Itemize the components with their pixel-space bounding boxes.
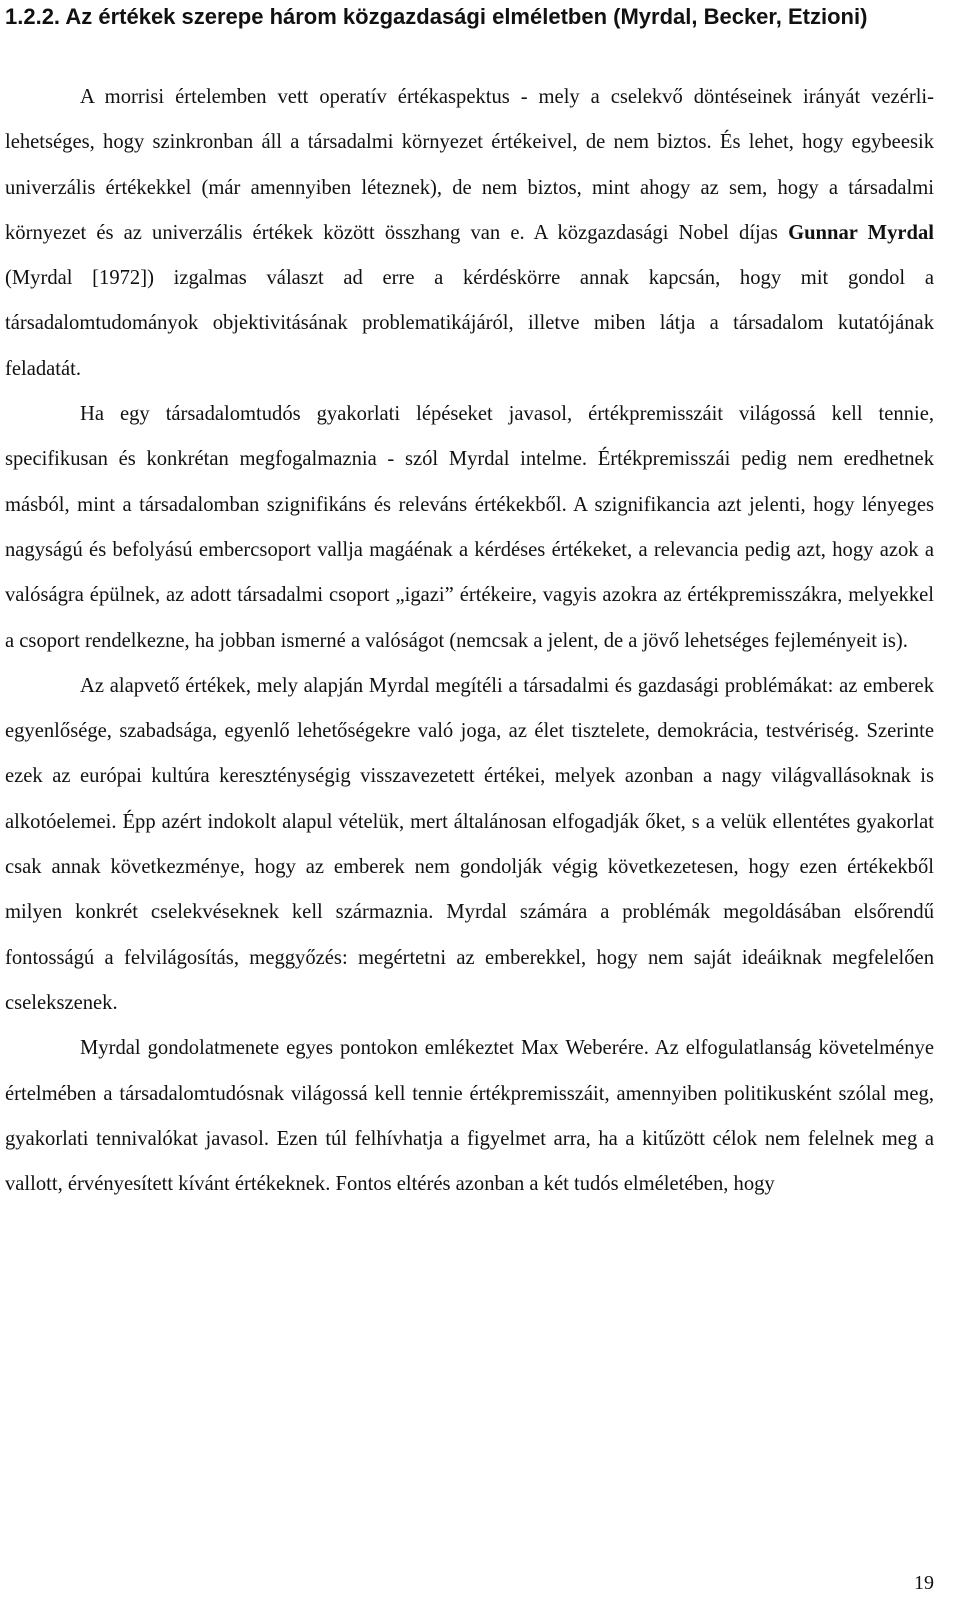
paragraph-1-text-b: (Myrdal [1972]) izgalmas választ ad erre a kérdéskörre annak kapcsán, hogy mit gondol a társadalomtudományok objektivitásának problematikájáról, illetve miben látja a társadalom kutatójának feladatát.	[5, 267, 934, 380]
section-number: 1.2.2.	[5, 4, 61, 29]
paragraph-2: Ha egy társadalomtudós gyakorlati lépéseket javasol, értékpremisszáit világossá kell tennie, specifikusan és konkrétan megfogalmaznia - szól Myrdal intelme. Értékpremisszái pedig nem eredhetnek másból, mint a társadalomban szignifikáns és releváns értékekből. A szignifikancia azt jelenti, hogy lényeges nagyságú és befolyású embercsoport vallja magáénak a kérdéses értékeket, a relevancia pedig azt, hogy azok a valóságra épülnek, az adott társadalmi csoport „igazi” értékeire, vagyis azokra az értékpremisszákra, melyekkel a csoport rendelkezne, ha jobban ismerné a valóságot (nemcsak a jelent, de a jövő lehetséges fejleményeit is).	[5, 403, 934, 652]
paragraph-3: Az alapvető értékek, mely alapján Myrdal megítéli a társadalmi és gazdasági problémákat: az emberek egyenlősége, szabadsága, egyenlő lehetőségekre való joga, az élet tisztelete, demokrácia, testvériség. Szerinte ezek az európai kultúra kereszténységig visszavezetett értékei, melyek azonban a nagy világvallásoknak is alkotóelemei. Épp azért indokolt alapul vételük, mert általánosan elfogadják őket, s a velük ellentétes gyakorlat csak annak következménye, hogy az emberek nem gondolják végig következetesen, hogy ezen értékekből milyen konkrét cselekvéseknek kell származnia. Myrdal számára a problémák megoldásában elsőrendű fontosságú a felvilágosítás, meggyőzés: megértetni az emberekkel, hogy nem saját ideáiknak megfelelően cselekszenek.	[5, 674, 934, 1014]
section-title: Az értékek szerepe három közgazdasági elméletben (Myrdal, Becker, Etzioni)	[65, 4, 868, 29]
section-heading	[5, 2, 934, 32]
paragraph-1	[5, 75, 934, 392]
page-number: 19	[914, 1572, 934, 1594]
paragraph-1-text-a: A morrisi értelemben vett operatív értékaspektus - mely a cselekvő döntéseinek irányát vezérli- lehetséges, hogy szinkronban áll a társadalmi környezet értékeivel, de nem biztos. És lehet, hogy egybeesik univerzális értékekkel (már amennyiben léteznek), de nem biztos, mint ahogy az sem, hogy a társadalmi környezet és az univerzális értékek között összhang van e. A közgazdasági Nobel díjas	[5, 86, 934, 244]
author-name-bold: Gunnar Myrdal	[788, 221, 934, 244]
paragraph-4: Myrdal gondolatmenete egyes pontokon emlékeztet Max Weberére. Az elfogulatlanság követelménye értelmében a társadalomtudósnak világossá kell tennie értékpremisszáit, amennyiben politikusként szólal meg, gyakorlati tennivalókat javasol. Ezen túl felhívhatja a figyelmet arra, ha a kitűzött célok nem felelnek meg a vallott, érvényesített kívánt értékeknek. Fontos eltérés azonban a két tudós elméletében, hogy	[5, 1037, 934, 1196]
document-body	[5, 75, 934, 1207]
